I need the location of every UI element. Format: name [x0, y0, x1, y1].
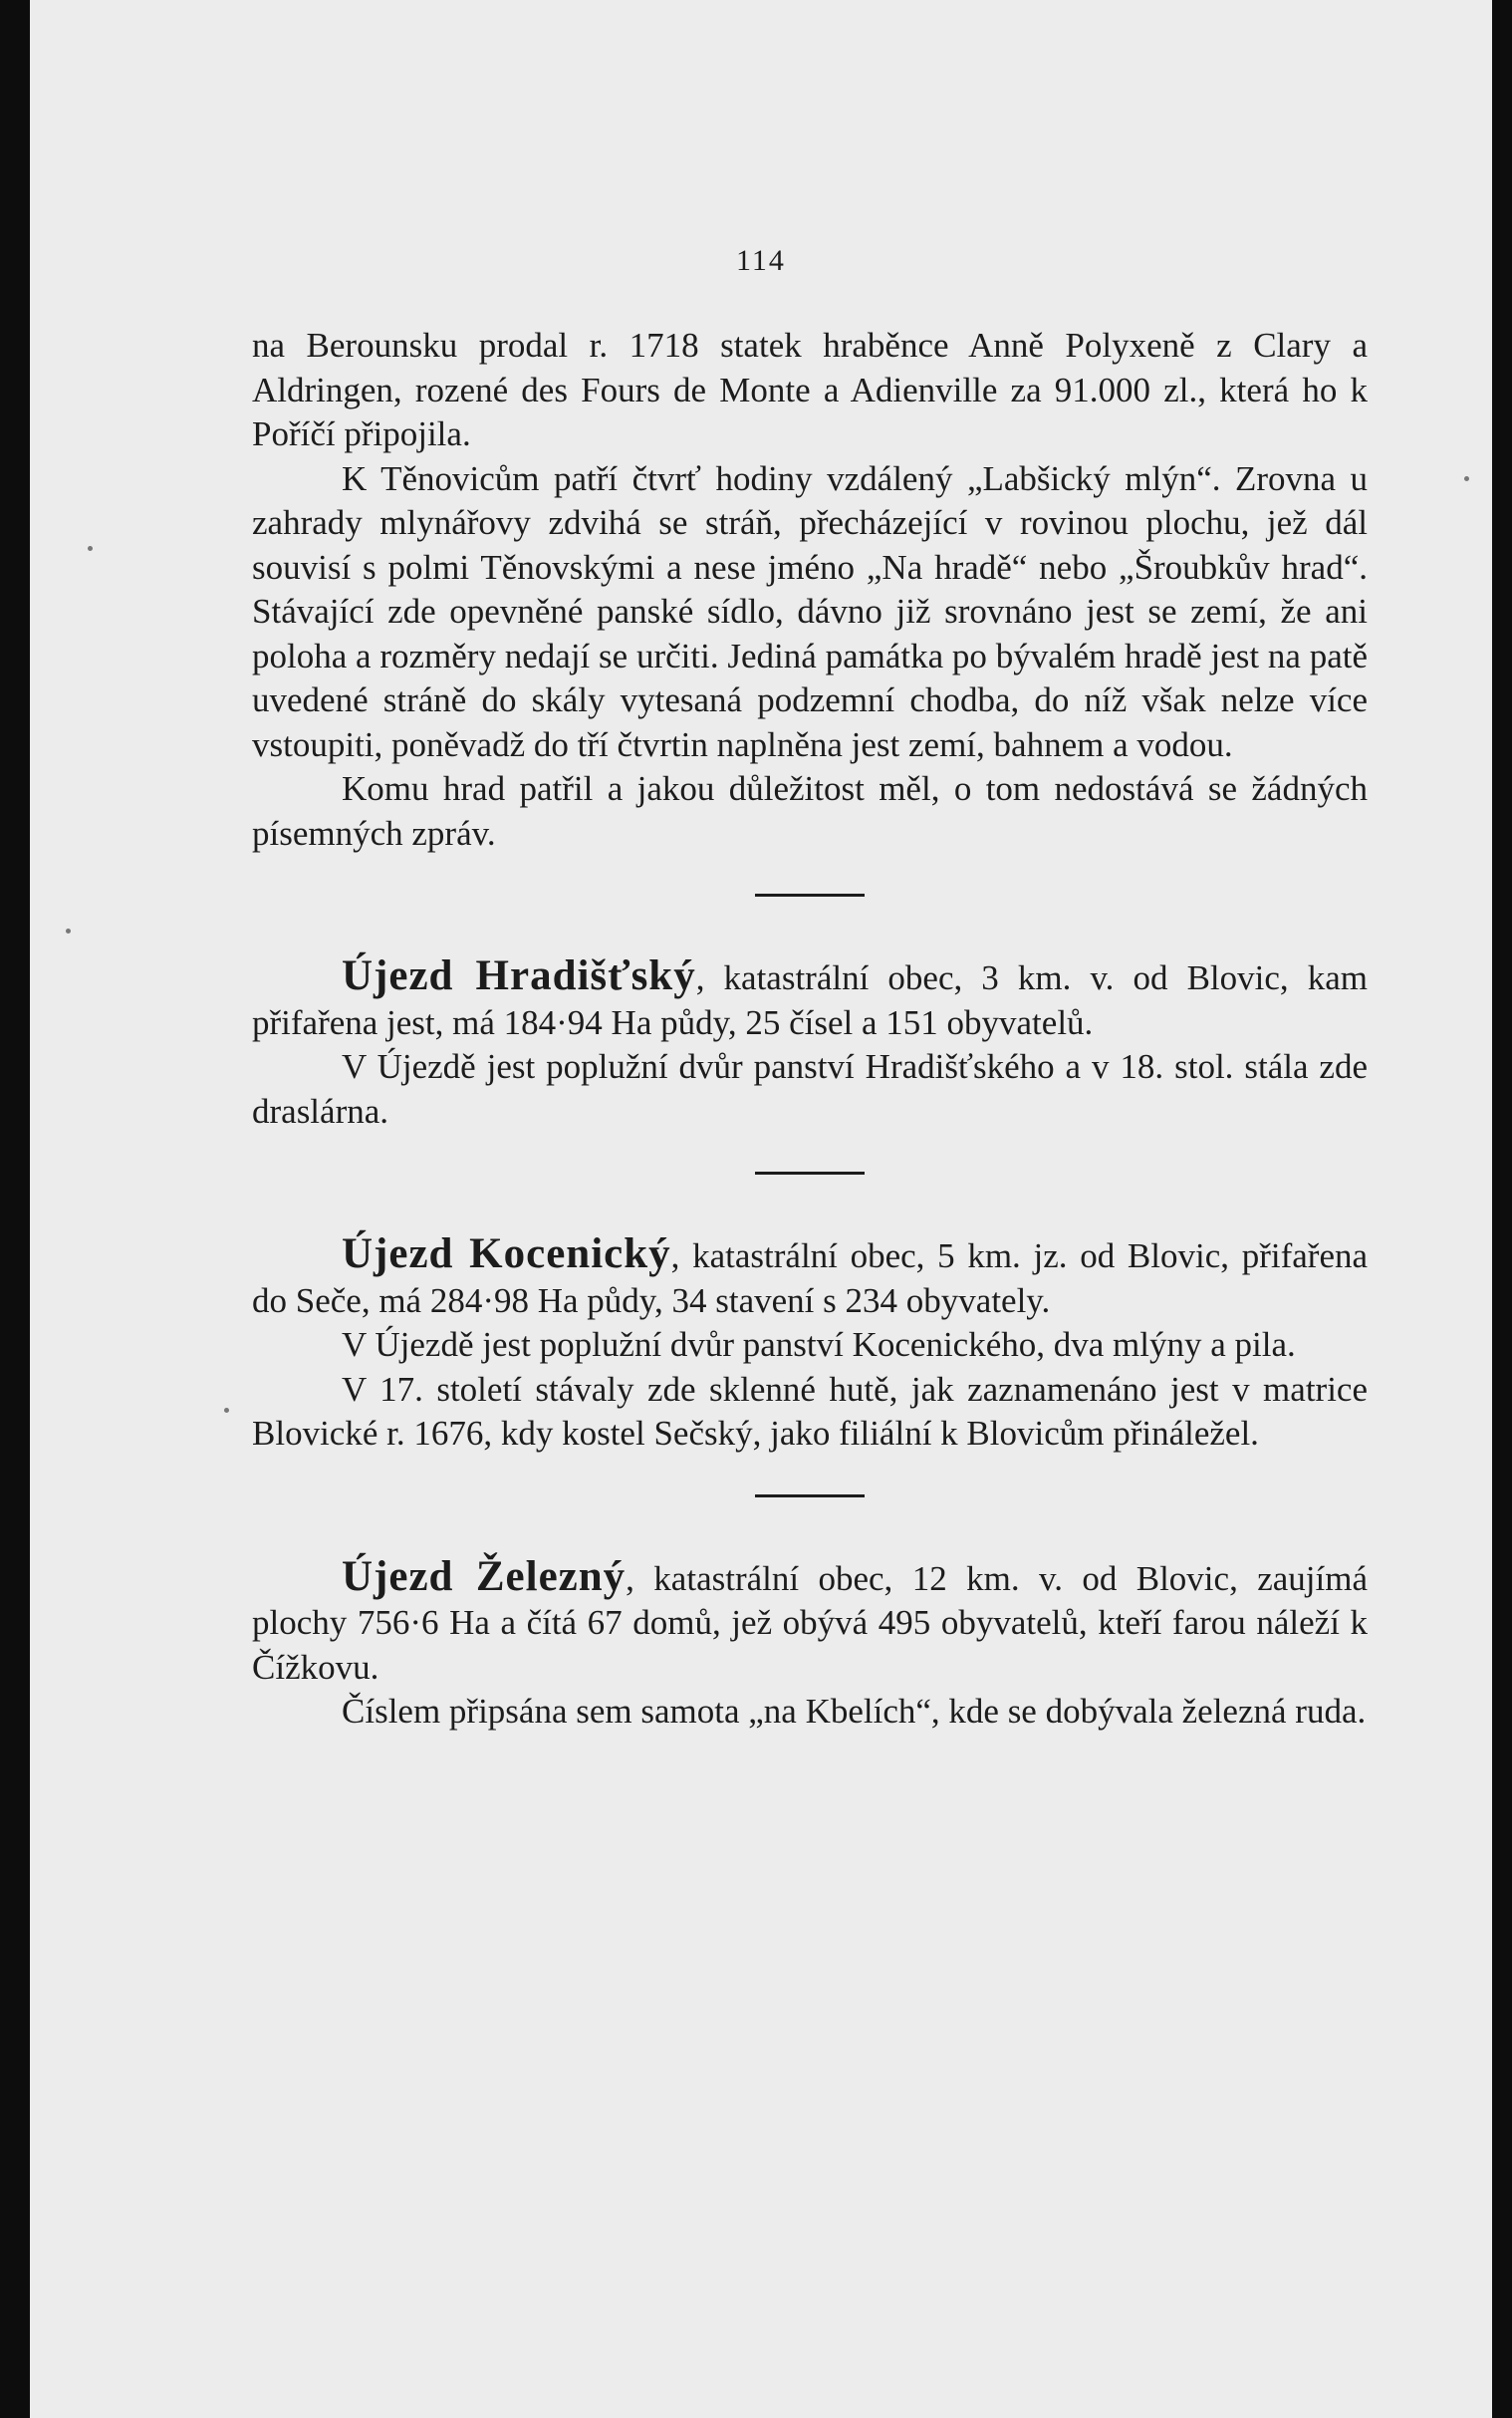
paragraph: Číslem připsána sem samota „na Kbelích“, kde se dobývala železná ruda.: [342, 1692, 1367, 1731]
section-divider: [755, 1172, 865, 1175]
book-page: [30, 0, 1492, 2418]
paragraph: V 17. století stávaly zde sklenné hutě, jak zaznamenáno jest v matrice Blovické r. 1676, kdy kostel Sečský, jako filiální k Blovicům přináležel.: [252, 1369, 1368, 1453]
section-lead-text: , katastrální obec, 5 km. jz. od Blovic, přifařena do Seče, má 284·98 Ha půdy, 34 stavení s 234 obyvately.: [252, 1236, 1369, 1320]
scan-speck: [224, 1408, 229, 1413]
body-text: [252, 324, 1368, 1735]
section-heading: Újezd Kocenický: [342, 1230, 671, 1277]
section-heading: Újezd Železný: [342, 1552, 627, 1600]
scan-speck: [1464, 476, 1469, 481]
paragraph: V Újezdě jest poplužní dvůr panství Kocenického, dva mlýny a pila.: [342, 1325, 1296, 1364]
paragraph: K Těnovicům patří čtvrť hodiny vzdálený „Labšický mlýn“. Zrovna u zahrady mlynářovy zdvihá se stráň, přecházející v rovinou plochu, jež dál souvisí s polmi Těnovskými a nese jméno „Na hradě“ nebo „Šroubkův hrad“. Stávající zde opevněné panské sídlo, dávno již srovnáno jest se zemí, že ani poloha a rozměry nedají se určiti. Jediná památka po bývalém hradě jest na patě uvedené stráně do skály vytesaná podzemní chodba, do níž však nelze více vstoupiti, poněvadž do tří čtvrtin naplněna jest zemí, bahnem a vodou.: [252, 458, 1368, 764]
section-divider: [755, 894, 865, 897]
section-lead-paragraph: [252, 1552, 1368, 1691]
scan-speck: [66, 929, 71, 934]
section-divider: [755, 1494, 865, 1497]
paragraph: na Berounsku prodal r. 1718 statek hraběnce Anně Polyxeně z Clary a Aldringen, rozené des Fours de Monte a Adienville za 91.000 zl., která ho k Poříčí připojila.: [252, 326, 1368, 453]
section-heading: Újezd Hradišťský: [342, 952, 696, 999]
scan-speck: [88, 546, 93, 551]
section-lead-text: , katastrální obec, 3 km. v. od Blovic, kam přifařena jest, má 184·94 Ha půdy, 25 čísel a 151 obyvatelů.: [252, 958, 1368, 1042]
paragraph: V Újezdě jest poplužní dvůr panství Hradišťského a v 18. stol. stála zde draslárna.: [252, 1047, 1368, 1131]
section-lead-paragraph: [252, 954, 1368, 1045]
page-number: 114: [736, 244, 786, 277]
section-lead-paragraph: [252, 1232, 1368, 1323]
paragraph: Komu hrad patřil a jakou důležitost měl, o tom nedostává se žádných písemných zpráv.: [252, 769, 1368, 853]
section-lead-text: , katastrální obec, 12 km. v. od Blovic, zaujímá plochy 756·6 Ha a čítá 67 domů, jež obývá 495 obyvatelů, kteří farou náleží k Čížkovu.: [252, 1558, 1368, 1687]
